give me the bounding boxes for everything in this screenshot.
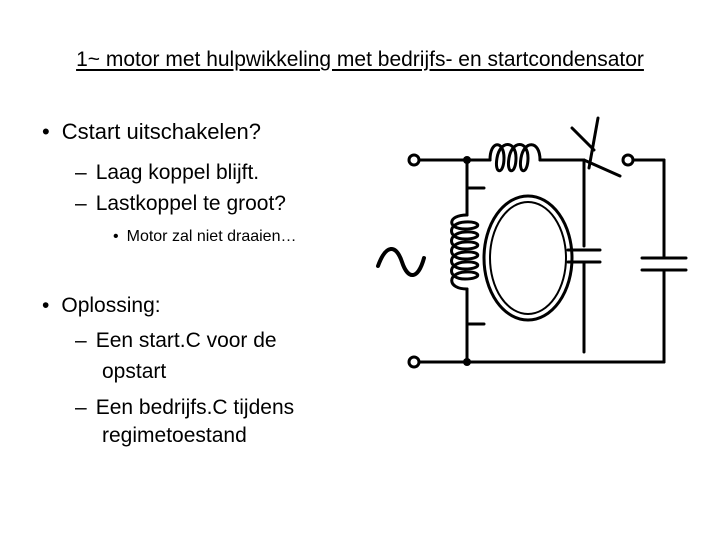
- bullet-bedrijfs-c: – Een bedrijfs.C tijdens: [75, 396, 295, 419]
- rotor-inner: [490, 202, 566, 314]
- switch-actuator-top: [572, 128, 594, 150]
- bullet-start-c-continued: opstart: [102, 360, 167, 383]
- bullet-motor-niet-draaien: • Motor zal niet draaien…: [113, 228, 297, 245]
- switch-actuator: [589, 118, 598, 168]
- bullet-start-c: – Een start.C voor de: [75, 329, 277, 352]
- ac-source-sine-icon: [378, 249, 424, 275]
- bullet-bedrijfs-c-continued: regimetoestand: [102, 424, 247, 447]
- junction-bottom-left: [463, 358, 471, 366]
- bullet-cstart: • Cstart uitschakelen?: [42, 119, 262, 144]
- bullet-lastkoppel: – Lastkoppel te groot?: [75, 192, 286, 215]
- slide-title: 1~ motor met hulpwikkeling met bedrijfs- en startcondensator: [76, 48, 644, 71]
- bullet-oplossing: • Oplossing:: [42, 294, 161, 317]
- bullet-laag-koppel: – Laag koppel blijft.: [75, 161, 260, 184]
- main-winding-coil: [490, 145, 540, 171]
- junction-top-left: [463, 156, 471, 164]
- auxiliary-winding-coil: [452, 215, 478, 289]
- rotor: [484, 196, 572, 320]
